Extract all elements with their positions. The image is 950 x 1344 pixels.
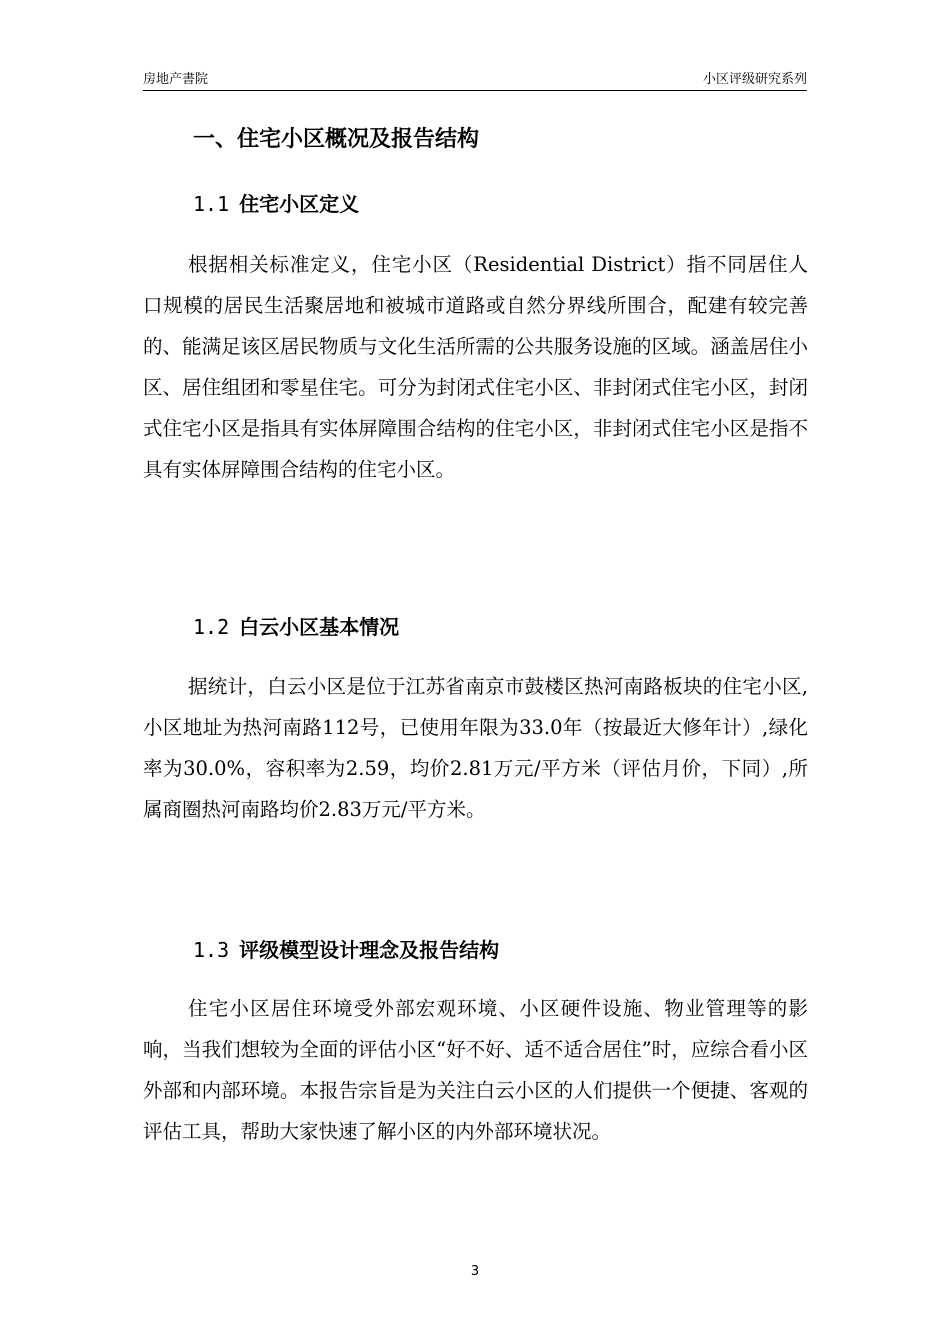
subsection-heading-1-1 (193, 188, 359, 217)
subsection-title: 白云小区基本情况 (239, 615, 400, 639)
header-publisher: 房地产書院 (143, 72, 209, 87)
header-series-title: 小区评级研究系列 (702, 72, 807, 87)
paragraph-model-design: 住宅小区居住环境受外部宏观环境、小区硬件设施、物业管理等的影响，当我们想较为全面的评估小区“好不好、适不适合居住”时，应综合看小区外部和内部环境。本报告宗旨是为关注白云小区的人们提供一个便捷、客观的评估工具，帮助大家快速了解小区的内外部环境状况。 (143, 997, 808, 1143)
subsection-number: 1.3 (193, 938, 230, 962)
subsection-number: 1.2 (193, 615, 230, 639)
subsection-heading-1-3 (193, 934, 499, 963)
paragraph-basic-info: 据统计，白云小区是位于江苏省南京市鼓楼区热河南路板块的住宅小区,小区地址为热河南路112号，已使用年限为33.0年（按最近大修年计）,绿化率为30.0%，容积率为2.59，均价2.81万元/平方米（评估月价，下同）,所属商圈热河南路均价2.83万元/平方米。 (143, 675, 808, 821)
paragraph-definition: 根据相关标准定义，住宅小区（Residential District）指不同居住人口规模的居民生活聚居地和被城市道路或自然分界线所围合，配建有较完善的、能满足该区居民物质与文化生活所需的公共服务设施的区域。涵盖居住小区、居住组团和零星住宅。可分为封闭式住宅小区、非封闭式住宅小区，封闭式住宅小区是指具有实体屏障围合结构的住宅小区，非封闭式住宅小区是指不具有实体屏障围合结构的住宅小区。 (143, 253, 808, 481)
page-header (143, 66, 807, 91)
page-number: 3 (470, 1264, 480, 1279)
subsection-title: 评级模型设计理念及报告结构 (239, 938, 500, 962)
subsection-title: 住宅小区定义 (239, 192, 360, 216)
subsection-heading-1-2 (193, 611, 399, 640)
section-title: 一、住宅小区概况及报告结构 (193, 127, 480, 152)
subsection-number: 1.1 (193, 192, 230, 216)
